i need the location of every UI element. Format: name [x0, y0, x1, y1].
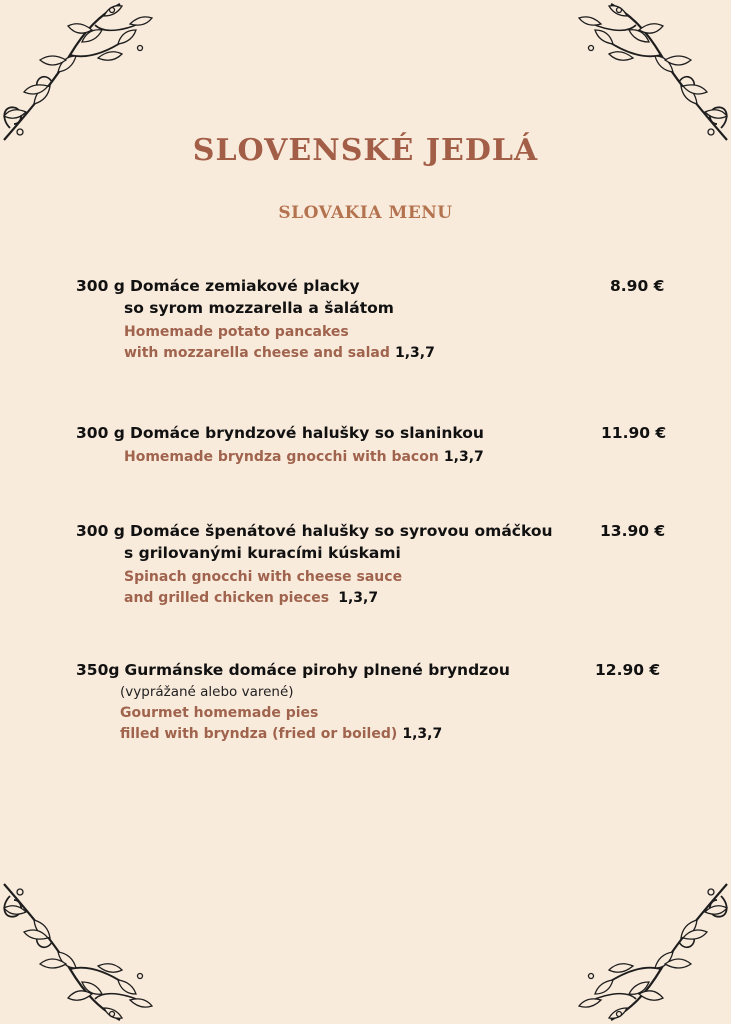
item-name-continued: s grilovanými kuracími kúskami	[124, 544, 401, 562]
item-allergens: 1,3,7	[394, 345, 435, 361]
menu-item	[76, 422, 666, 467]
item-english-name-continued: filled with bryndza (fried or boiled)	[120, 726, 398, 742]
floral-corner-icon-top-left	[0, 0, 170, 150]
item-english-name-continued: and grilled chicken pieces	[124, 590, 330, 606]
item-weight: 300 g	[76, 277, 125, 295]
item-name: Domáce špenátové halušky so syrovou omáčkou	[129, 522, 553, 540]
menu-item	[76, 659, 666, 744]
item-allergens: 1,3,7	[443, 449, 484, 465]
floral-corner-icon-top-right	[561, 0, 731, 150]
item-english-name: Homemade bryndza gnocchi with bacon	[124, 449, 439, 465]
item-name: Domáce zemiakové placky	[129, 277, 360, 295]
item-weight: 300 g	[76, 424, 125, 442]
item-english-name: Spinach gnocchi with cheese sauce	[124, 569, 403, 585]
item-allergens: 1,3,7	[402, 726, 443, 742]
item-price: 12.90 €	[595, 661, 661, 679]
menu-title: SLOVENSKÉ JEDLÁ	[192, 133, 539, 168]
menu-item	[76, 275, 666, 363]
menu-subtitle: SLOVAKIA MENU	[278, 203, 453, 223]
item-english-name: Homemade potato pancakes	[124, 324, 349, 340]
item-name: Domáce bryndzové halušky so slaninkou	[129, 424, 484, 442]
menu-item	[76, 520, 666, 608]
item-english-name-continued: with mozzarella cheese and salad	[124, 345, 390, 361]
floral-corner-icon-bottom-right	[561, 874, 731, 1024]
item-name-continued: so syrom mozzarella a šalátom	[124, 299, 394, 317]
item-weight: 300 g	[76, 522, 125, 540]
item-english-name: Gourmet homemade pies	[120, 705, 319, 721]
floral-corner-icon-bottom-left	[0, 874, 170, 1024]
item-weight: 350g	[76, 661, 120, 679]
item-price: 13.90 €	[600, 522, 666, 540]
item-price: 8.90 €	[610, 277, 665, 295]
item-name: Gurmánske domáce pirohy plnené bryndzou	[124, 661, 510, 679]
item-note: (vyprážané alebo varené)	[120, 684, 294, 700]
item-allergens: 1,3,7	[338, 590, 379, 606]
item-price: 11.90 €	[601, 424, 667, 442]
